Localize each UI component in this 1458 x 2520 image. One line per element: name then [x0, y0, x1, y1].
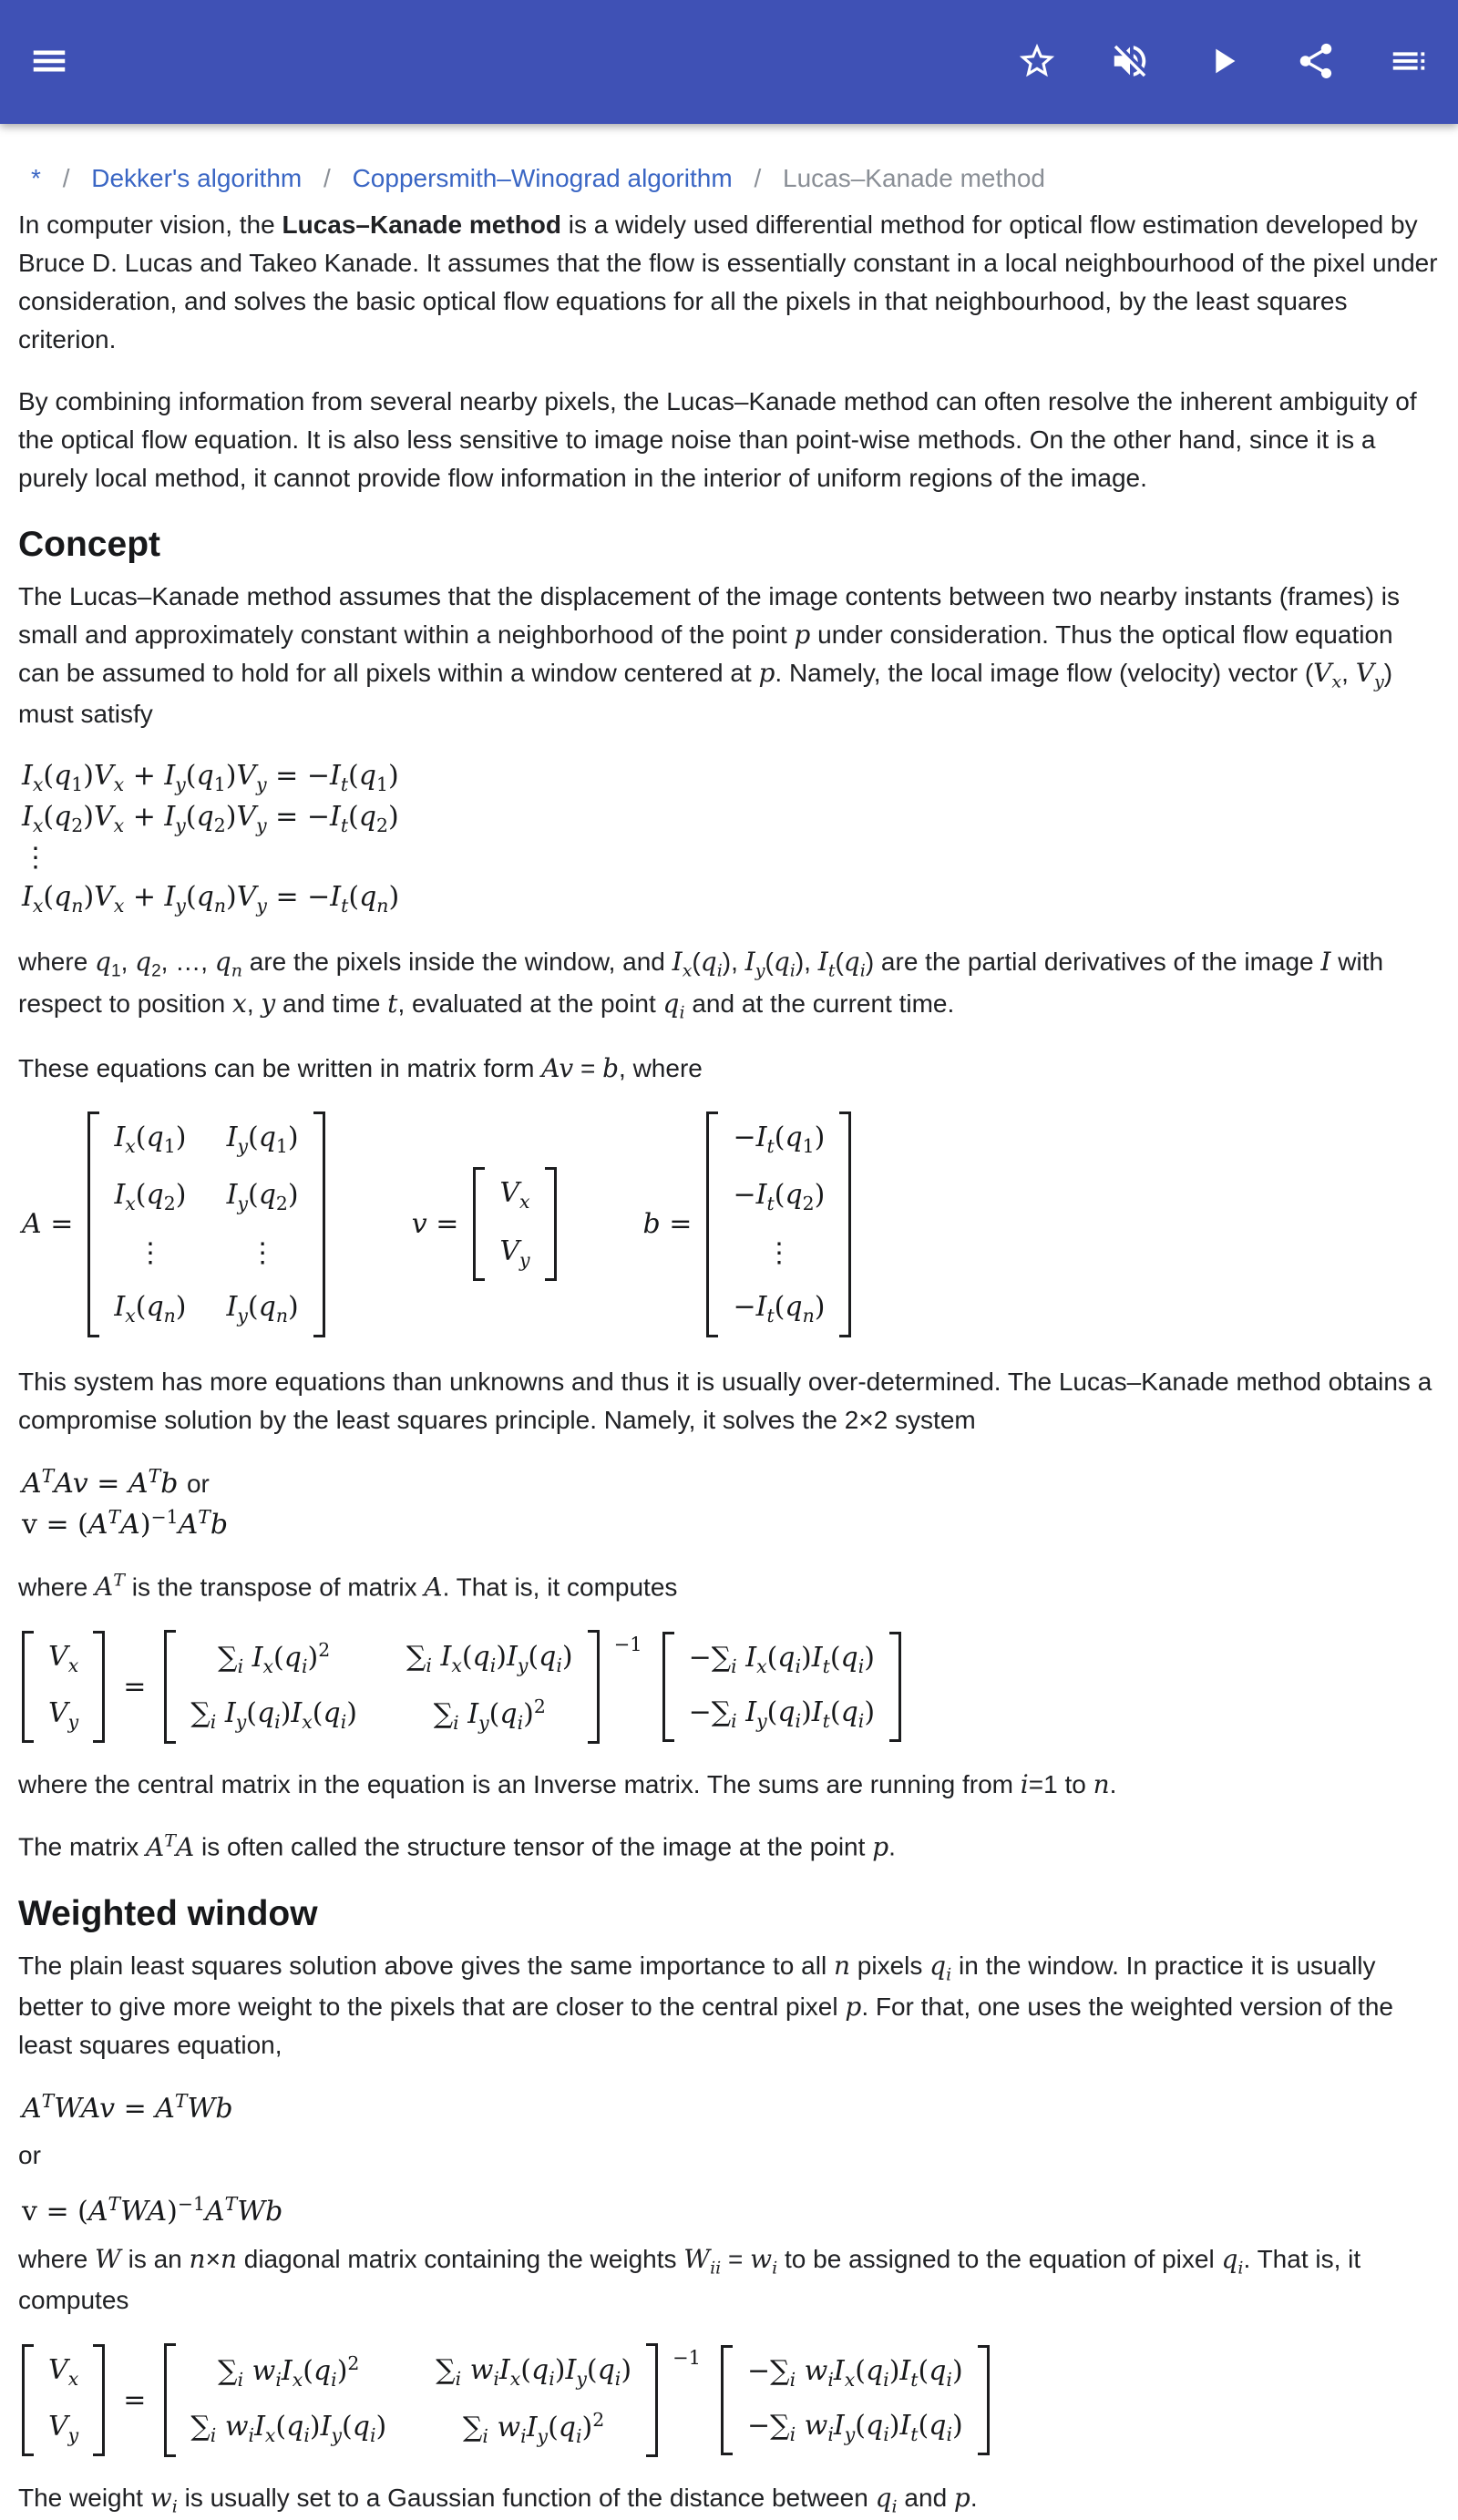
breadcrumb-separator: / [754, 164, 762, 192]
concept-paragraph-1: The Lucas–Kanade method assumes that the displacement of the image contents between two nearby instants (frames) is small and approximately constant within a neighborhood of the point p under consideration. Thus the optical flow equation can be assumed to hold for all pixels within a window centered at p. Namely, the local image flow (velocity) vector ($V_x$, $V_y$) must satisfy [18, 582, 1400, 729]
menu-button[interactable] [26, 38, 73, 86]
matrix-b: b = $-I_t(q_1)$ $-I_t(q_2)$ ⋮ $-I_t(q_n)$ [643, 1111, 852, 1337]
inverse-matrix-paragraph: where the central matrix in the equation is an Inverse matrix. The sums are running from i=1 to n. [18, 1769, 1117, 1800]
equals-sign: = [123, 1671, 147, 1704]
hamburger-menu-icon [28, 40, 70, 85]
right-bracket [839, 1111, 851, 1337]
mute-button[interactable] [1106, 38, 1154, 86]
play-arrow-icon [1202, 40, 1244, 85]
breadcrumb-link-coppersmith-winograd[interactable]: Coppersmith–Winograd algorithm [352, 164, 733, 192]
left-bracket [22, 1631, 34, 1743]
right-bracket [313, 1111, 325, 1337]
section-heading-weighted-window: Weighted window [18, 1893, 318, 1933]
or-text: or [18, 2140, 41, 2169]
breadcrumb-current-page: Lucas–Kanade method [783, 164, 1045, 192]
weighted-paragraph-1: The plain least squares solution above gives the same importance to all n pixels $q_i$ in the window. In practice it is usually better to give more weight to the pixels that are closer to the central pixel p. For that, one uses the weighted version of the least squares equation, [18, 1950, 1393, 2059]
equation-line: $I_x(q_n)V_x + I_y(q_n)V_y = -I_t(q_n)$ [22, 880, 400, 917]
right-bracket [978, 2345, 990, 2455]
play-button[interactable] [1199, 38, 1247, 86]
equation-line: $A^TAv = A^Tb$ or [22, 1464, 210, 1500]
inverse-exponent: −1 [613, 1634, 642, 1656]
normal-equations [22, 1463, 1440, 1544]
transpose-paragraph: where $A^T$ is the transpose of matrix A. That is, it computes [18, 1571, 678, 1603]
weighted-normal-equation [22, 2088, 1440, 2129]
matrix-A: A = $I_x(q_1)$ $I_y(q_1)$ $I_x(q_2)$ $I_y(q_2)$ ⋮ ⋮ $I_x(q_n)$ $I_y(q_n)$ [22, 1111, 325, 1337]
left-bracket [164, 1630, 176, 1744]
left-bracket [662, 1632, 674, 1742]
right-bracket [889, 1632, 901, 1742]
left-bracket [22, 2344, 34, 2456]
right-bracket [646, 2343, 658, 2457]
right-bracket [93, 1631, 105, 1743]
share-button[interactable] [1292, 38, 1340, 86]
intro-paragraph-2: By combining information from several nearby pixels, the Lucas–Kanade method can often resolve the inherent ambiguity of the optical flow equation. It is also less sensitive to image noise than point-wise methods. On the other hand, since it is a purely local method, it cannot provide flow information in the interior of uniform regions of the image. [18, 387, 1417, 492]
toolbar-actions [1013, 38, 1432, 86]
breadcrumb-link-dekkers-algorithm[interactable]: Dekker's algorithm [91, 164, 303, 192]
favorite-button[interactable] [1013, 38, 1061, 86]
left-bracket [721, 2345, 733, 2455]
optical-flow-equation-system [22, 757, 1440, 919]
inverse-exponent: −1 [673, 2347, 701, 2370]
matrix-form-paragraph: These equations can be written in matrix form Av = b, where [18, 1052, 703, 1083]
volume-off-icon [1109, 40, 1151, 85]
over-determined-paragraph: This system has more equations than unknowns and thus it is usually over-determined. The Lucas–Kanade method obtains a compromise solution by the least squares principle. Namely, it solves the 2×2 system [18, 1367, 1432, 1434]
equals-sign: = [123, 2384, 147, 2417]
right-bracket [545, 1167, 557, 1281]
equation-line: $I_x(q_1)V_x + I_y(q_1)V_y = -I_t(q_1)$ [22, 760, 399, 796]
toc-button[interactable] [1385, 38, 1432, 86]
matrix-definitions [22, 1111, 1440, 1337]
left-bracket [706, 1111, 718, 1337]
gaussian-weight-paragraph: The weight $w_i$ is usually set to a Gaussian function of the distance between $q_i$ and p. [18, 2483, 978, 2517]
star-outline-icon [1016, 40, 1058, 85]
share-icon [1295, 40, 1337, 85]
left-bracket [87, 1111, 99, 1337]
weighted-solution-equation: $V_x$ $V_y$ = $\sum_i$ $w_iI_x(q_i)^2$ $\sum_i$ $w_iI_x(q_i)I_y(q_i)$ $\sum_i$ $w_iI_x(q_i)I_y(q_i)$ $\sum_i$ $w_iI_y(q_i)^2$ $^{-1}$ $-\sum_i$ $w_iI_x(q_i)I_t(q_i)$ $-\sum_i$ $w_iI_y(q_i)I_t(q_i)$ [22, 2343, 1440, 2457]
left-bracket [164, 2343, 176, 2457]
equation-line: $A^TWAv = A^TWb$ [22, 2089, 233, 2125]
right-bracket [588, 1630, 600, 1744]
equation-line: $I_x(q_2)V_x + I_y(q_2)V_y = -I_t(q_2)$ [22, 801, 399, 837]
structure-tensor-paragraph: The matrix $A^TA$ is often called the structure tensor of the image at the point p. [18, 1830, 896, 1862]
app-toolbar [0, 0, 1458, 124]
weighted-solved-equation [22, 2191, 1440, 2232]
section-heading-concept: Concept [18, 525, 160, 564]
right-bracket [93, 2344, 105, 2456]
breadcrumb [31, 164, 1440, 193]
equation-line: $v = (A^TA)^{-1}A^Tb$ [22, 1505, 229, 1541]
breadcrumb-separator: / [323, 164, 331, 192]
vertical-dots: ⋮ [22, 842, 49, 875]
least-squares-solution-equation: $V_x$ $V_y$ = $\sum_i$ $I_x(q_i)^2$ $\sum_i$ $I_x(q_i)I_y(q_i)$ $\sum_i$ $I_y(q_i)I_x(q_i)$ $\sum_i$ $I_y(q_i)^2$ $^{-1}$ $-\sum_i$ $I_x(q_i)I_t(q_i)$ $-\sum_i$ $I_y(q_i)I_t(q_i)$ [22, 1630, 1440, 1744]
equation-line: $v = (A^TWA)^{-1}A^TWb$ [22, 2192, 283, 2228]
matrix-v: v = $V_x$ $V_y$ [412, 1167, 557, 1281]
article-content [0, 164, 1458, 2520]
intro-paragraph-1: In computer vision, the Lucas–Kanade method is a widely used differential method for optical flow estimation developed by Bruce D. Lucas and Takeo Kanade. It assumes that the flow is essentially constant in a local neighbourhood of the pixel under consideration, and solves the basic optical flow equations for all the pixels in that neighbourhood, by the least squares criterion. [18, 210, 1438, 353]
left-bracket [473, 1167, 485, 1281]
weighted-paragraph-2: where W is an n×n diagonal matrix containing the weights $W_{ii} = w_i$ to be assigned to the equation of pixel $q_i$. That is, it computes [18, 2244, 1361, 2315]
breadcrumb-separator: / [62, 164, 70, 192]
breadcrumb-root-link[interactable]: * [31, 164, 41, 192]
where-pixels-paragraph: where $q_1$, $q_2$, …, $q_n$ are the pixels inside the window, and $I_x(q_i)$, $I_y(q_i)$, $I_t(q_i)$ are the partial derivatives of the image I with respect to position x, y and time t, evaluated at the point $q_i$ and at the current time. [18, 946, 1384, 1023]
list-toc-icon [1388, 40, 1430, 85]
